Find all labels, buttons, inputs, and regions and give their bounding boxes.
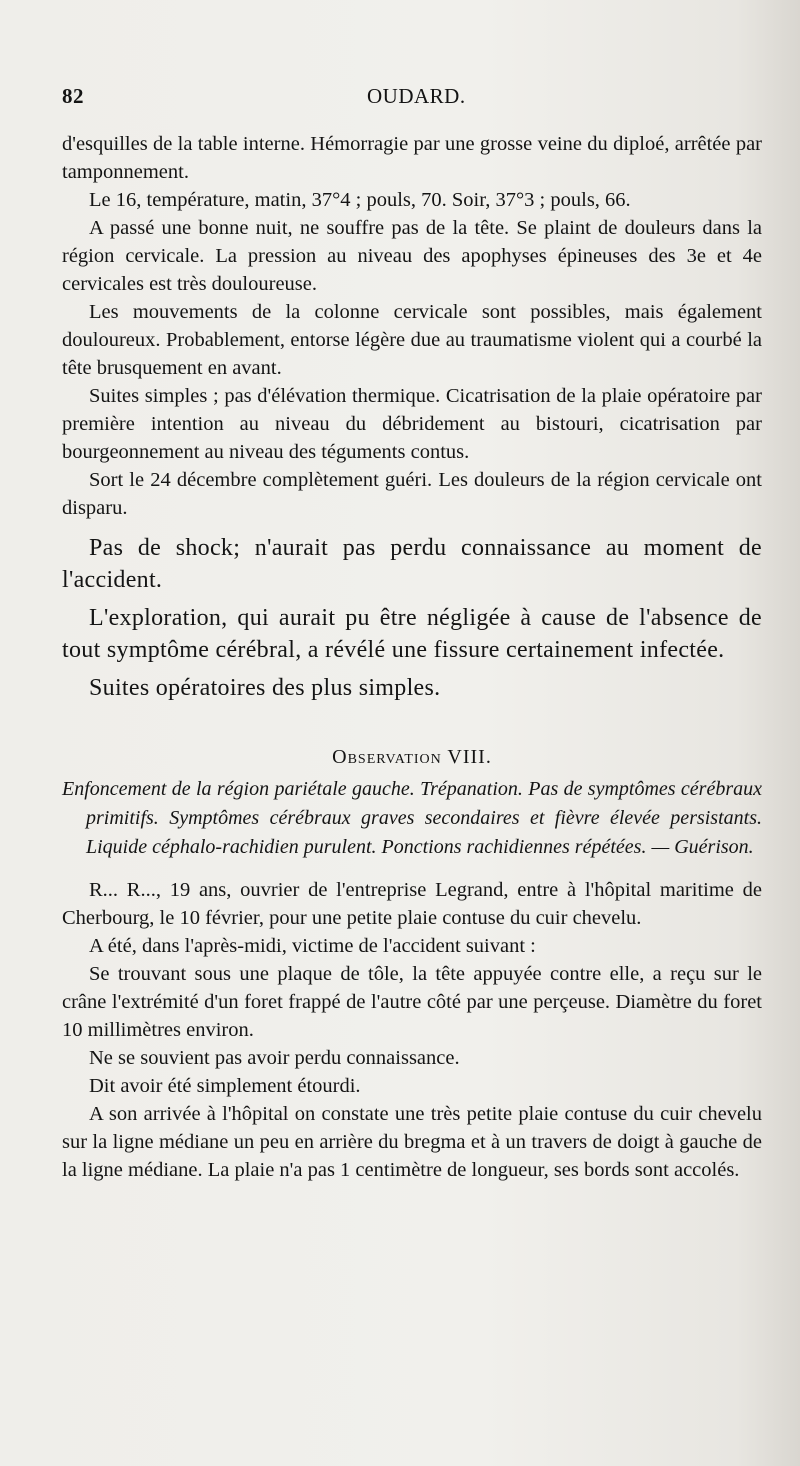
paragraph: Se trouvant sous une plaque de tôle, la tête appuyée contre elle, a reçu sur le crâne l'extrémité d'un foret frappé de l'autre côté par une perçeuse. Diamètre du foret 10 millimètres environ.	[62, 963, 762, 1041]
paragraph: Le 16, température, matin, 37°4 ; pouls, 70. Soir, 37°3 ; pouls, 66.	[89, 189, 631, 211]
page-number: 82	[62, 84, 84, 108]
paragraph: A son arrivée à l'hôpital on constate une très petite plaie contuse du cuir chevelu sur la ligne médiane un peu en arrière du bregma et à un travers de doigt à gauche de la ligne médiane. La plaie n'a pas 1 centimètre de longueur, ses bords sont accolés.	[62, 1103, 762, 1181]
observation-title: Observation VIII.	[332, 746, 492, 768]
paragraph: R... R..., 19 ans, ouvrier de l'entreprise Legrand, entre à l'hôpital maritime de Cherbourg, le 10 février, pour une petite plaie contuse du cuir chevelu.	[62, 879, 762, 929]
observation-summary: Enfoncement de la région pariétale gauche. Trépanation. Pas de symptômes cérébraux primitifs. Symptômes cérébraux graves secondaires et fièvre élevée persistants. Liquide céphalo-rachidien purulent. Ponctions rachidiennes répétées. — Guérison.	[62, 778, 762, 858]
paragraph: Pas de shock; n'aurait pas perdu connaissance au moment de l'accident.	[62, 535, 762, 593]
running-head: OUDARD.	[367, 84, 466, 108]
paragraph: A passé une bonne nuit, ne souffre pas de la tête. Se plaint de douleurs dans la région cervicale. La pression au niveau des apophyses épineuses des 3e et 4e cervicales est très douloureuse.	[62, 217, 762, 295]
paragraph: Sort le 24 décembre complètement guéri. Les douleurs de la région cervicale ont disparu.	[62, 469, 762, 519]
paragraph: Ne se souvient pas avoir perdu connaissance.	[89, 1047, 460, 1069]
paragraph: L'exploration, qui aurait pu être négligée à cause de l'absence de tout symptôme cérébral, a révélé une fissure certainement infectée.	[62, 605, 762, 663]
page-content	[62, 130, 762, 1184]
paragraph: Suites opératoires des plus simples.	[89, 675, 441, 701]
paragraph: Dit avoir été simplement étourdi.	[89, 1075, 361, 1097]
paragraph: Suites simples ; pas d'élévation thermique. Cicatrisation de la plaie opératoire par première intention au niveau du débridement au bistouri, cicatrisation par bourgeonnement au niveau des téguments contus.	[62, 385, 762, 463]
page-header	[62, 84, 760, 114]
paragraph: Les mouvements de la colonne cervicale sont possibles, mais également douloureux. Probablement, entorse légère due au traumatisme violent qui a courbé la tête brusquement en avant.	[62, 301, 762, 379]
paragraph: A été, dans l'après-midi, victime de l'accident suivant :	[89, 935, 536, 957]
paragraph: d'esquilles de la table interne. Hémorragie par une grosse veine du diploé, arrêtée par tamponnement.	[62, 133, 762, 183]
